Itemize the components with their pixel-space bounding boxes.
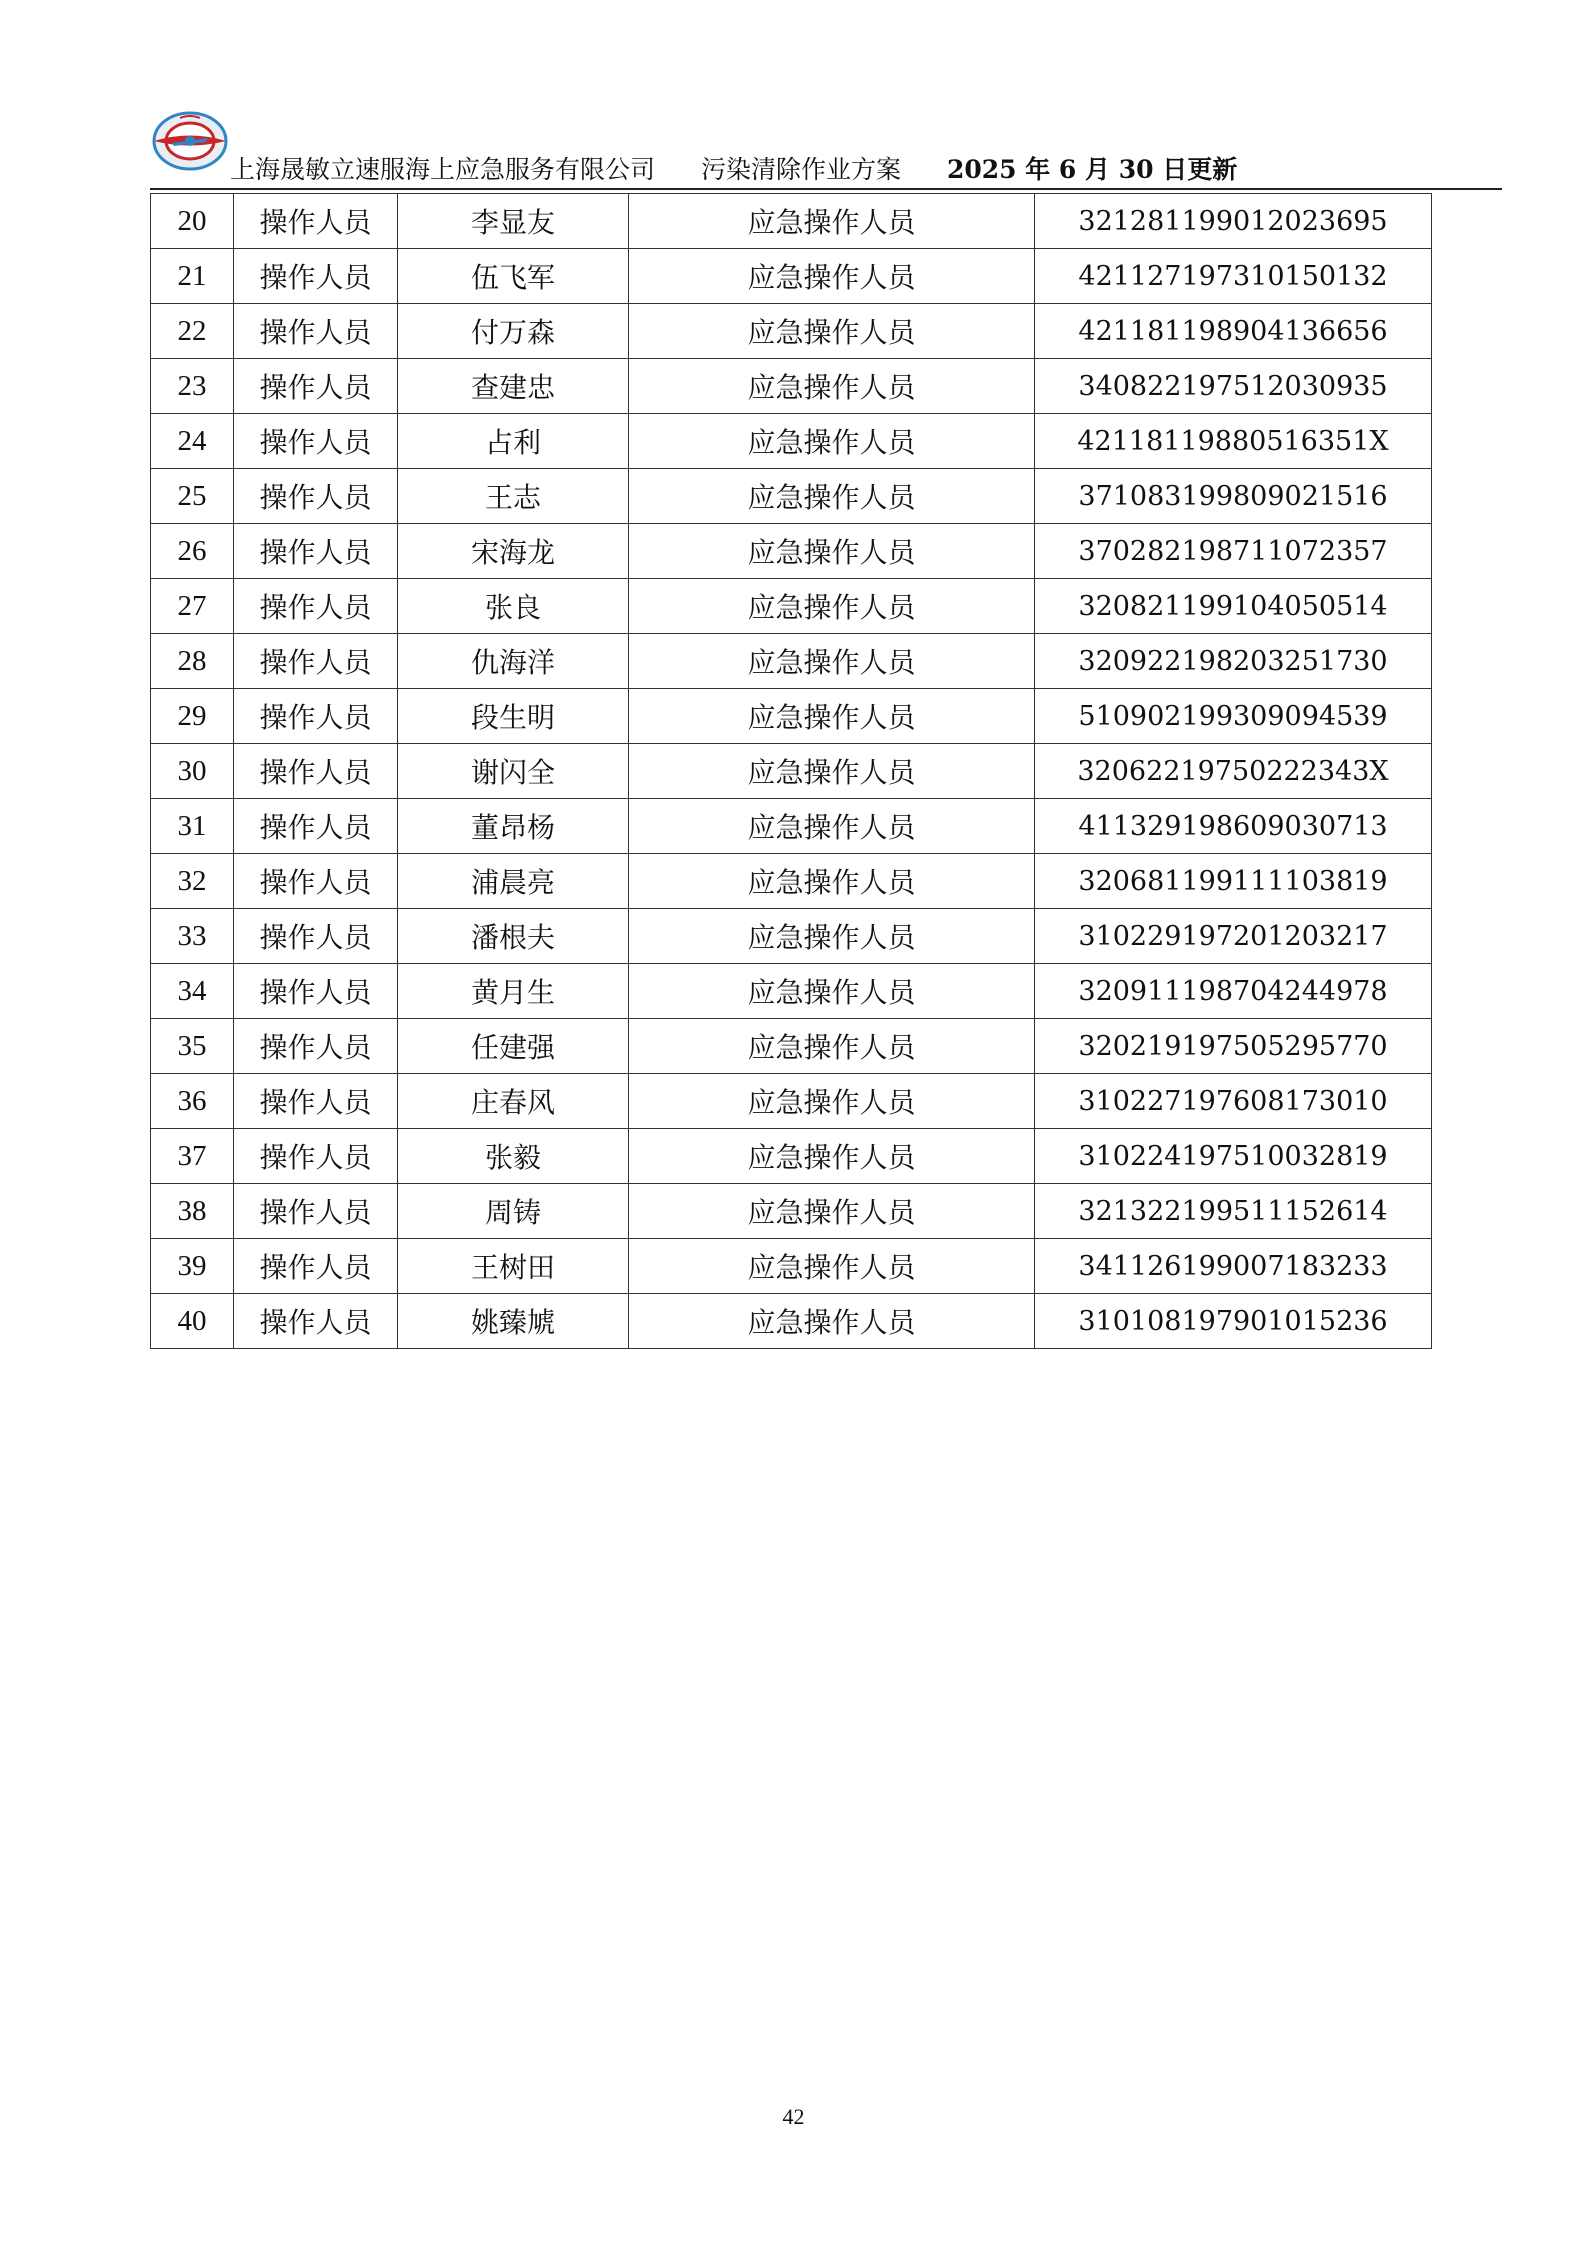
row-number: 32 xyxy=(151,854,234,909)
row-id-number: 320911198704244978 xyxy=(1035,964,1432,1019)
row-position: 应急操作人员 xyxy=(629,799,1035,854)
row-name: 张毅 xyxy=(398,1129,629,1184)
row-role: 操作人员 xyxy=(234,689,398,744)
row-id-number: 411329198609030713 xyxy=(1035,799,1432,854)
row-position: 应急操作人员 xyxy=(629,1239,1035,1294)
row-id-number: 310229197201203217 xyxy=(1035,909,1432,964)
row-position: 应急操作人员 xyxy=(629,579,1035,634)
table-row xyxy=(151,1184,1432,1239)
row-number: 29 xyxy=(151,689,234,744)
row-number: 24 xyxy=(151,414,234,469)
row-name: 仇海洋 xyxy=(398,634,629,689)
row-number: 33 xyxy=(151,909,234,964)
row-position: 应急操作人员 xyxy=(629,304,1035,359)
row-position: 应急操作人员 xyxy=(629,964,1035,1019)
table-row xyxy=(151,744,1432,799)
row-number: 23 xyxy=(151,359,234,414)
row-name: 段生明 xyxy=(398,689,629,744)
row-id-number: 320922198203251730 xyxy=(1035,634,1432,689)
row-number: 38 xyxy=(151,1184,234,1239)
header-rule xyxy=(150,188,1502,190)
header-line xyxy=(230,150,1237,186)
row-position: 应急操作人员 xyxy=(629,854,1035,909)
table-row xyxy=(151,799,1432,854)
row-role: 操作人员 xyxy=(234,1129,398,1184)
row-role: 操作人员 xyxy=(234,579,398,634)
table-row xyxy=(151,854,1432,909)
row-number: 26 xyxy=(151,524,234,579)
personnel-table xyxy=(150,193,1432,1349)
row-role: 操作人员 xyxy=(234,909,398,964)
row-role: 操作人员 xyxy=(234,964,398,1019)
row-id-number: 371083199809021516 xyxy=(1035,469,1432,524)
row-role: 操作人员 xyxy=(234,469,398,524)
row-name: 周铸 xyxy=(398,1184,629,1239)
row-number: 39 xyxy=(151,1239,234,1294)
row-role: 操作人员 xyxy=(234,359,398,414)
table-row xyxy=(151,194,1432,249)
row-id-number: 320681199111103819 xyxy=(1035,854,1432,909)
row-name: 李显友 xyxy=(398,194,629,249)
row-name: 王树田 xyxy=(398,1239,629,1294)
row-number: 28 xyxy=(151,634,234,689)
row-id-number: 32062219750222343X xyxy=(1035,744,1432,799)
company-emblem-icon xyxy=(150,110,230,172)
row-position: 应急操作人员 xyxy=(629,1294,1035,1349)
row-id-number: 321322199511152614 xyxy=(1035,1184,1432,1239)
page-header xyxy=(150,110,1502,190)
row-number: 37 xyxy=(151,1129,234,1184)
row-id-number: 42118119880516351X xyxy=(1035,414,1432,469)
table-row xyxy=(151,524,1432,579)
row-id-number: 321281199012023695 xyxy=(1035,194,1432,249)
update-date: 2025 年 6 月 30 日更新 xyxy=(946,155,1238,184)
row-name: 庄春风 xyxy=(398,1074,629,1129)
table-row xyxy=(151,1294,1432,1349)
row-id-number: 340822197512030935 xyxy=(1035,359,1432,414)
row-number: 25 xyxy=(151,469,234,524)
row-id-number: 510902199309094539 xyxy=(1035,689,1432,744)
row-position: 应急操作人员 xyxy=(629,194,1035,249)
row-id-number: 320821199104050514 xyxy=(1035,579,1432,634)
row-position: 应急操作人员 xyxy=(629,689,1035,744)
row-id-number: 370282198711072357 xyxy=(1035,524,1432,579)
document-title: 污染清除作业方案 xyxy=(700,155,901,184)
row-position: 应急操作人员 xyxy=(629,414,1035,469)
row-name: 任建强 xyxy=(398,1019,629,1074)
row-role: 操作人员 xyxy=(234,799,398,854)
table-row xyxy=(151,579,1432,634)
row-name: 占利 xyxy=(398,414,629,469)
row-name: 张良 xyxy=(398,579,629,634)
table-row xyxy=(151,249,1432,304)
table-row xyxy=(151,469,1432,524)
row-role: 操作人员 xyxy=(234,854,398,909)
table-row xyxy=(151,689,1432,744)
row-number: 36 xyxy=(151,1074,234,1129)
row-position: 应急操作人员 xyxy=(629,469,1035,524)
row-role: 操作人员 xyxy=(234,1074,398,1129)
row-number: 21 xyxy=(151,249,234,304)
row-name: 谢闪全 xyxy=(398,744,629,799)
row-position: 应急操作人员 xyxy=(629,249,1035,304)
row-number: 35 xyxy=(151,1019,234,1074)
row-role: 操作人员 xyxy=(234,194,398,249)
row-position: 应急操作人员 xyxy=(629,1129,1035,1184)
row-id-number: 310227197608173010 xyxy=(1035,1074,1432,1129)
row-number: 30 xyxy=(151,744,234,799)
row-name: 王志 xyxy=(398,469,629,524)
row-number: 22 xyxy=(151,304,234,359)
row-id-number: 320219197505295770 xyxy=(1035,1019,1432,1074)
table-row xyxy=(151,1074,1432,1129)
table-row xyxy=(151,909,1432,964)
row-name: 付万森 xyxy=(398,304,629,359)
row-number: 31 xyxy=(151,799,234,854)
row-role: 操作人员 xyxy=(234,524,398,579)
row-position: 应急操作人员 xyxy=(629,1074,1035,1129)
row-id-number: 341126199007183233 xyxy=(1035,1239,1432,1294)
row-position: 应急操作人员 xyxy=(629,634,1035,689)
row-number: 40 xyxy=(151,1294,234,1349)
company-name: 上海晟敏立速服海上应急服务有限公司 xyxy=(230,155,656,184)
table-row xyxy=(151,304,1432,359)
table-row xyxy=(151,359,1432,414)
row-role: 操作人员 xyxy=(234,414,398,469)
row-position: 应急操作人员 xyxy=(629,1019,1035,1074)
row-position: 应急操作人员 xyxy=(629,1184,1035,1239)
row-number: 27 xyxy=(151,579,234,634)
table-row xyxy=(151,414,1432,469)
row-name: 伍飞军 xyxy=(398,249,629,304)
row-position: 应急操作人员 xyxy=(629,524,1035,579)
table-row xyxy=(151,1239,1432,1294)
row-role: 操作人员 xyxy=(234,1184,398,1239)
row-number: 20 xyxy=(151,194,234,249)
table-row xyxy=(151,964,1432,1019)
row-role: 操作人员 xyxy=(234,744,398,799)
row-role: 操作人员 xyxy=(234,249,398,304)
row-name: 姚臻虓 xyxy=(398,1294,629,1349)
row-role: 操作人员 xyxy=(234,634,398,689)
row-position: 应急操作人员 xyxy=(629,909,1035,964)
row-name: 潘根夫 xyxy=(398,909,629,964)
row-name: 宋海龙 xyxy=(398,524,629,579)
table-row xyxy=(151,1019,1432,1074)
row-name: 浦晨亮 xyxy=(398,854,629,909)
table-row xyxy=(151,1129,1432,1184)
row-role: 操作人员 xyxy=(234,1019,398,1074)
row-id-number: 310224197510032819 xyxy=(1035,1129,1432,1184)
row-role: 操作人员 xyxy=(234,304,398,359)
row-id-number: 421127197310150132 xyxy=(1035,249,1432,304)
row-name: 黄月生 xyxy=(398,964,629,1019)
page-number: 42 xyxy=(782,2104,805,2129)
row-name: 董昂杨 xyxy=(398,799,629,854)
row-id-number: 310108197901015236 xyxy=(1035,1294,1432,1349)
row-role: 操作人员 xyxy=(234,1239,398,1294)
row-number: 34 xyxy=(151,964,234,1019)
row-position: 应急操作人员 xyxy=(629,744,1035,799)
table-row xyxy=(151,634,1432,689)
row-name: 查建忠 xyxy=(398,359,629,414)
row-id-number: 421181198904136656 xyxy=(1035,304,1432,359)
row-position: 应急操作人员 xyxy=(629,359,1035,414)
row-role: 操作人员 xyxy=(234,1294,398,1349)
